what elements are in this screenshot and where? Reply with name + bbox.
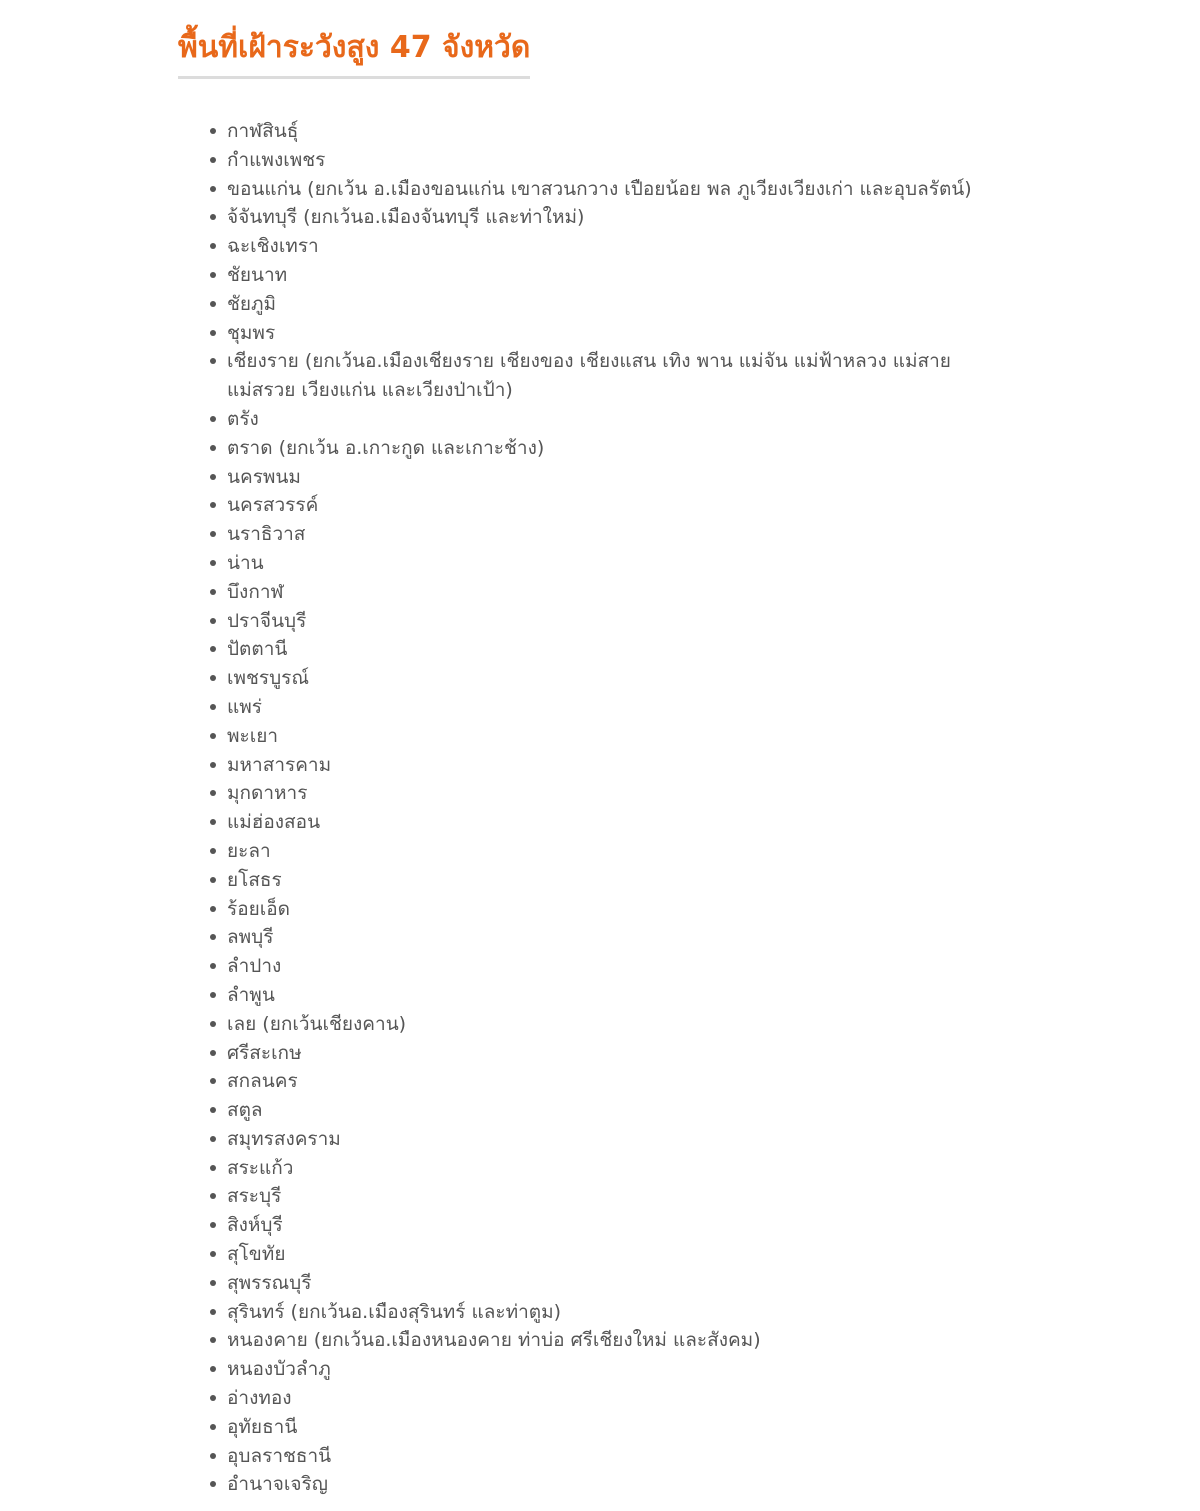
bullet-icon [210,992,216,998]
bullet-icon [210,474,216,480]
province-name: กาฬสินธุ์ [227,120,299,142]
province-item [227,866,997,895]
province-name: ยโสธร [227,868,282,891]
bullet-icon [210,1481,216,1487]
bullet-icon [210,186,216,192]
province-name: นครพนม [227,465,301,488]
province-name: ลำปาง [227,955,282,978]
bullet-icon [210,157,216,163]
bullet-icon [210,1280,216,1286]
province-name: ปราจีนบุรี [227,609,307,632]
province-name: ลพบุรี [227,926,274,949]
province-item [227,1010,997,1039]
bullet-icon [210,1309,216,1315]
province-name: ตราด (ยกเว้น อ.เกาะกูด และเกาะช้าง) [227,436,545,459]
province-name: สตูล [227,1099,263,1122]
province-name: ตรัง [227,407,259,430]
province-item [227,1384,997,1413]
province-name: ฉะเชิงเทรา [227,235,319,258]
province-item [227,1442,997,1471]
province-name: สุรินทร์ (ยกเว้นอ.เมืองสุรินทร์ และท่าตูม) [227,1300,562,1323]
bullet-icon [210,934,216,940]
province-item [227,347,997,405]
bullet-icon [210,301,216,307]
province-item [227,923,997,952]
province-name: ขอนแก่น (ยกเว้น อ.เมืองขอนแก่น เขาสวนกวาง เปือยน้อย พล ภูเวียงเวียงเก่า และอุบลรัตน์) [227,177,972,200]
province-name: สมุทรสงคราม [227,1127,341,1150]
province-name: ชุมพร [227,321,276,344]
province-name: ยะลา [227,839,271,862]
province-name: สุโขทัย [227,1243,286,1266]
province-item [227,1413,997,1442]
bullet-icon [210,618,216,624]
province-name: น่าน [227,551,264,574]
province-name: ศรีสะเกษ [227,1041,302,1064]
province-item [227,1326,997,1355]
province-item [227,549,997,578]
bullet-icon [210,1107,216,1113]
province-name: บึงกาฬ [227,580,284,603]
bullet-icon [210,128,216,134]
bullet-icon [210,589,216,595]
bullet-icon [210,358,216,364]
province-name: สระบุรี [227,1185,282,1208]
province-name: พะเยา [227,724,279,747]
bullet-icon [210,675,216,681]
province-name: หนองบัวลำภู [227,1358,331,1381]
bullet-icon [210,243,216,249]
bullet-icon [210,762,216,768]
province-item [227,779,997,808]
province-item [227,463,997,492]
province-name: อ่างทอง [227,1387,292,1410]
province-name: หนองคาย (ยกเว้นอ.เมืองหนองคาย ท่าบ่อ ศรีเชียงใหม่ และสังคม) [227,1329,761,1352]
province-name: สุพรรณบุรี [227,1271,312,1294]
province-name: กำแพงเพชร [227,148,326,171]
province-item [227,693,997,722]
province-name: ชัยภูมิ [227,292,277,315]
province-name: อำนาจเจริญ [227,1473,328,1496]
bullet-icon [210,1021,216,1027]
page-title: พื้นที่เฝ้าระวังสูง 47 จังหวัด [178,26,530,79]
province-item [227,1211,997,1240]
province-item [227,1470,997,1499]
province-item [227,491,997,520]
page-header [178,26,530,79]
province-item [227,1039,997,1068]
province-name: ร้อยเอ็ด [227,897,290,920]
bullet-icon [210,1165,216,1171]
province-name: เลย (ยกเว้นเชียงคาน) [227,1012,407,1035]
province-item [227,808,997,837]
province-item [227,1240,997,1269]
province-name: สกลนคร [227,1070,298,1093]
province-item [227,751,997,780]
bullet-icon [210,1251,216,1257]
bullet-icon [210,1050,216,1056]
province-name: สระแก้ว [227,1156,294,1179]
province-item [227,117,997,146]
province-item [227,664,997,693]
province-item [227,1154,997,1183]
province-item [227,578,997,607]
bullet-icon [210,963,216,969]
bullet-icon [210,1395,216,1401]
province-item [227,1125,997,1154]
province-name: แม่ฮ่องสอน [227,811,321,834]
province-name: สิงห์บุรี [227,1214,283,1237]
province-item [227,1067,997,1096]
bullet-icon [210,704,216,710]
bullet-icon [210,1424,216,1430]
bullet-icon [210,1136,216,1142]
province-name: ลำพูน [227,983,275,1006]
province-name: จ้จันทบุรี (ยกเว้นอ.เมืองจันทบุรี และท่าใหม่) [227,206,585,229]
bullet-icon [210,1193,216,1199]
province-item [227,895,997,924]
province-item [227,1182,997,1211]
province-item [227,981,997,1010]
province-item [227,232,997,261]
province-item [227,261,997,290]
province-item [227,952,997,981]
province-item [227,405,997,434]
bullet-icon [210,502,216,508]
province-name: แพร่ [227,695,262,718]
province-item [227,175,997,204]
province-item [227,1298,997,1327]
province-name: ชัยนาท [227,263,288,286]
bullet-icon [210,1222,216,1228]
bullet-icon [210,531,216,537]
province-name: มุกดาหาร [227,782,308,805]
province-item [227,635,997,664]
province-name: มหาสารคาม [227,753,332,776]
bullet-icon [210,330,216,336]
province-item [227,607,997,636]
province-item [227,837,997,866]
bullet-icon [210,1453,216,1459]
bullet-icon [210,1366,216,1372]
province-name: ปัตตานี [227,638,288,661]
bullet-icon [210,848,216,854]
bullet-icon [210,214,216,220]
province-name: อุทัยธานี [227,1415,298,1438]
province-item [227,520,997,549]
bullet-icon [210,1337,216,1343]
province-item [227,290,997,319]
province-item [227,1355,997,1384]
province-item [227,319,997,348]
province-item [227,203,997,232]
province-item [227,146,997,175]
bullet-icon [210,906,216,912]
province-name: นราธิวาส [227,523,306,546]
bullet-icon [210,1078,216,1084]
province-list [227,117,997,1499]
bullet-icon [210,445,216,451]
bullet-icon [210,646,216,652]
bullet-icon [210,877,216,883]
bullet-icon [210,416,216,422]
province-name: เพชรบูรณ์ [227,667,310,690]
bullet-icon [210,819,216,825]
province-item [227,1096,997,1125]
province-name: นครสวรรค์ [227,494,319,517]
bullet-icon [210,733,216,739]
province-name: เชียงราย (ยกเว้นอ.เมืองเชียงราย เชียงของ เชียงแสน เทิง พาน แม่จัน แม่ฟ้าหลวง แม่สาย แม่สรวย เวียงแก่น และเวียงป่าเป้า) [227,350,951,402]
bullet-icon [210,790,216,796]
province-item [227,1269,997,1298]
bullet-icon [210,272,216,278]
province-item [227,722,997,751]
province-item [227,434,997,463]
bullet-icon [210,560,216,566]
province-name: อุบลราชธานี [227,1444,332,1467]
